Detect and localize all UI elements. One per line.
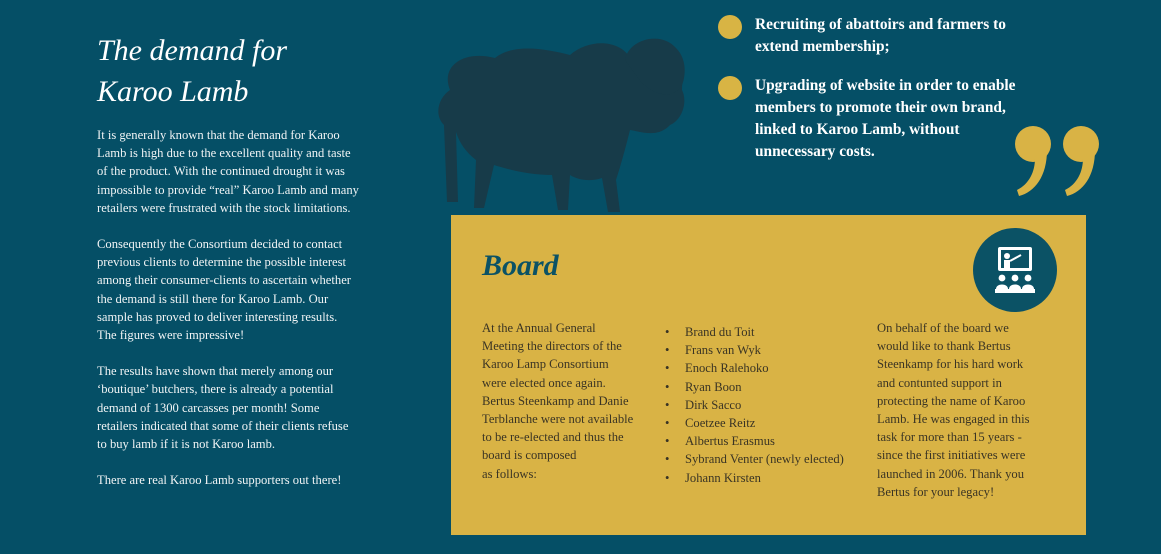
- presentation-board-icon: [973, 228, 1057, 312]
- board-member: • Dirk Sacco: [665, 396, 844, 414]
- article-paragraph-3: The results have shown that merely among our ‘boutique’ butchers, there is already a potential demand of 1300 carcasses per month! Some retailers indicated that some of their clients refuse to buy lamb if it is not Karoo lamb.: [97, 364, 349, 452]
- article-paragraph-1: It is generally known that the demand for Karoo Lamb is high due to the excellent quality and taste of the product. With the continued drought it was impossible to provide “real” Karoo Lamb and many retailers were frustrated with the stock limitations.: [97, 128, 359, 215]
- board-thanks-text: On behalf of the board we would like to thank Bertus Steenkamp for his hard work and contunted support in protecting the name of Karoo Lamb. He was engaged in this task for more than 15 years - since the first initiatives were launched in 2006. Thank you Bertus for your legacy!: [877, 321, 1030, 499]
- board-member: • Albertus Erasmus: [665, 432, 844, 450]
- board-member: • Brand du Toit: [665, 323, 844, 341]
- board-member: • Sybrand Venter (newly elected): [665, 450, 844, 468]
- initiative-text: Upgrading of website in order to enable members to promote their own brand, linked to Karoo Lamb, without unnecessary costs.: [755, 77, 1016, 160]
- board-panel: [451, 215, 1086, 535]
- bullet-dot-icon: [718, 76, 742, 100]
- board-member: • Frans van Wyk: [665, 341, 844, 359]
- board-title: Board: [482, 249, 559, 282]
- article-title: [97, 30, 387, 112]
- sheep-silhouette-icon: [420, 20, 690, 215]
- initiative-item: [718, 14, 1078, 58]
- board-member: • Coetzee Reitz: [665, 414, 844, 432]
- article-title-line-1: The demand for: [97, 34, 287, 67]
- quote-mark-icon: [1013, 118, 1105, 198]
- board-intro-text: At the Annual General Meeting the directors of the Karoo Lamp Consortium were elected once again. Bertus Steenkamp and Danie Terblanche were not available to be re-elected and thus the board is composed as follows:: [482, 321, 634, 481]
- board-member: • Ryan Boon: [665, 378, 844, 396]
- bullet-dot-icon: [718, 15, 742, 39]
- board-member: • Enoch Ralehoko: [665, 359, 844, 377]
- article-title-line-2: Karoo Lamb: [97, 75, 249, 108]
- demand-article: [97, 30, 387, 507]
- initiative-text: Recruiting of abattoirs and farmers to extend membership;: [755, 16, 1006, 55]
- article-paragraph-2: Consequently the Consortium decided to contact previous clients to determine the possible interest among their consumer-clients to ascertain whether the demand is still there for Karoo Lamb. Our sample has proved to deliver interesting results. The figures were impressive!: [97, 237, 351, 343]
- board-member: • Johann Kirsten: [665, 469, 844, 487]
- board-members-list: [665, 323, 844, 487]
- article-paragraph-4: There are real Karoo Lamb supporters out there!: [97, 473, 342, 488]
